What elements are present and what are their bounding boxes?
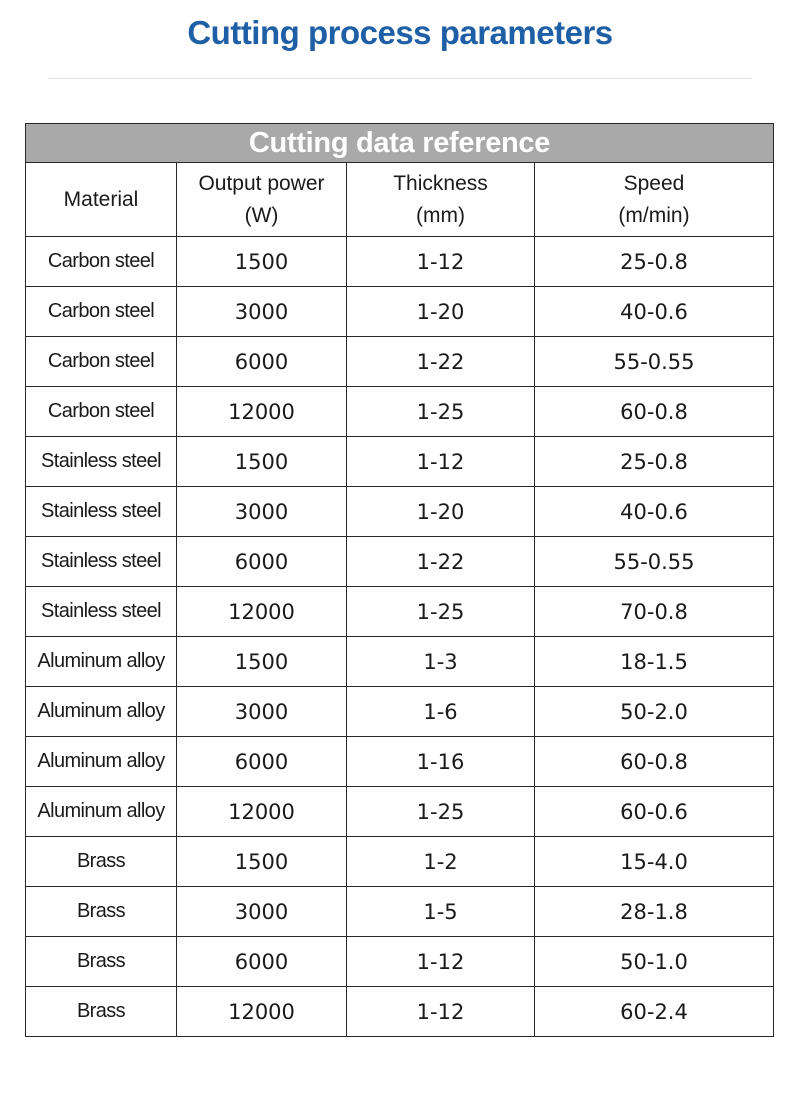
cell-speed: 28-1.8 bbox=[535, 887, 774, 937]
cell-speed: 60-2.4 bbox=[535, 987, 774, 1037]
cell-output-power: 3000 bbox=[177, 887, 347, 937]
cell-thickness: 1-3 bbox=[347, 637, 535, 687]
cell-output-power: 6000 bbox=[177, 537, 347, 587]
cell-thickness: 1-12 bbox=[347, 937, 535, 987]
cell-thickness: 1-5 bbox=[347, 887, 535, 937]
cell-output-power: 3000 bbox=[177, 687, 347, 737]
column-header-material bbox=[26, 163, 177, 237]
cell-speed: 60-0.8 bbox=[535, 387, 774, 437]
cell-thickness: 1-12 bbox=[347, 437, 535, 487]
cell-material: Brass bbox=[26, 837, 177, 887]
cell-material: Carbon steel bbox=[26, 287, 177, 337]
table-row bbox=[26, 387, 774, 437]
cell-output-power: 12000 bbox=[177, 987, 347, 1037]
cell-thickness: 1-6 bbox=[347, 687, 535, 737]
cell-thickness: 1-2 bbox=[347, 837, 535, 887]
table-body bbox=[26, 237, 774, 1037]
cell-speed: 60-0.6 bbox=[535, 787, 774, 837]
cell-thickness: 1-20 bbox=[347, 487, 535, 537]
cell-speed: 60-0.8 bbox=[535, 737, 774, 787]
cell-speed: 50-1.0 bbox=[535, 937, 774, 987]
table-row bbox=[26, 987, 774, 1037]
table-row bbox=[26, 937, 774, 987]
column-header-output-power-unit: (W) bbox=[244, 203, 279, 227]
cell-output-power: 6000 bbox=[177, 737, 347, 787]
cell-speed: 18-1.5 bbox=[535, 637, 774, 687]
page-title: Cutting process parameters bbox=[187, 14, 613, 51]
cell-material: Aluminum alloy bbox=[26, 787, 177, 837]
cell-thickness: 1-25 bbox=[347, 387, 535, 437]
column-header-speed-label: Speed bbox=[623, 171, 685, 195]
cell-thickness: 1-25 bbox=[347, 787, 535, 837]
column-header-thickness-label: Thickness bbox=[393, 171, 488, 195]
cell-material: Brass bbox=[26, 987, 177, 1037]
table-row bbox=[26, 737, 774, 787]
title-divider bbox=[48, 78, 752, 79]
table-row bbox=[26, 487, 774, 537]
cell-thickness: 1-25 bbox=[347, 587, 535, 637]
cell-output-power: 12000 bbox=[177, 787, 347, 837]
cell-speed: 50-2.0 bbox=[535, 687, 774, 737]
cell-thickness: 1-12 bbox=[347, 237, 535, 287]
cell-thickness: 1-22 bbox=[347, 537, 535, 587]
cell-output-power: 6000 bbox=[177, 337, 347, 387]
table-row bbox=[26, 537, 774, 587]
column-header-material-label: Material bbox=[63, 187, 139, 211]
cell-material: Carbon steel bbox=[26, 387, 177, 437]
cell-output-power: 6000 bbox=[177, 937, 347, 987]
cell-thickness: 1-16 bbox=[347, 737, 535, 787]
cell-output-power: 1500 bbox=[177, 637, 347, 687]
cell-speed: 55-0.55 bbox=[535, 537, 774, 587]
cell-output-power: 1500 bbox=[177, 237, 347, 287]
cell-material: Aluminum alloy bbox=[26, 637, 177, 687]
cell-speed: 40-0.6 bbox=[535, 287, 774, 337]
table-row bbox=[26, 637, 774, 687]
cell-material: Brass bbox=[26, 887, 177, 937]
cell-material: Stainless steel bbox=[26, 537, 177, 587]
column-header-speed bbox=[535, 163, 774, 237]
cell-material: Carbon steel bbox=[26, 337, 177, 387]
cell-speed: 25-0.8 bbox=[535, 237, 774, 287]
table-row bbox=[26, 887, 774, 937]
cell-speed: 70-0.8 bbox=[535, 587, 774, 637]
table-row bbox=[26, 787, 774, 837]
cell-material: Stainless steel bbox=[26, 437, 177, 487]
cell-output-power: 12000 bbox=[177, 387, 347, 437]
table-caption: Cutting data reference bbox=[26, 124, 774, 163]
table-row bbox=[26, 437, 774, 487]
cell-output-power: 3000 bbox=[177, 487, 347, 537]
cell-material: Stainless steel bbox=[26, 587, 177, 637]
cutting-data-table bbox=[25, 123, 774, 1037]
column-header-thickness bbox=[347, 163, 535, 237]
column-header-output-power-label: Output power bbox=[198, 171, 325, 195]
cell-material: Brass bbox=[26, 937, 177, 987]
cell-thickness: 1-12 bbox=[347, 987, 535, 1037]
cell-material: Stainless steel bbox=[26, 487, 177, 537]
cell-output-power: 1500 bbox=[177, 837, 347, 887]
table-row bbox=[26, 587, 774, 637]
cell-output-power: 1500 bbox=[177, 437, 347, 487]
table-row bbox=[26, 237, 774, 287]
table-caption-row bbox=[26, 124, 774, 163]
cell-output-power: 3000 bbox=[177, 287, 347, 337]
cell-speed: 15-4.0 bbox=[535, 837, 774, 887]
cell-speed: 40-0.6 bbox=[535, 487, 774, 537]
table-row bbox=[26, 337, 774, 387]
column-header-speed-unit: (m/min) bbox=[618, 203, 690, 227]
cell-speed: 25-0.8 bbox=[535, 437, 774, 487]
table-row bbox=[26, 837, 774, 887]
cell-thickness: 1-20 bbox=[347, 287, 535, 337]
cell-speed: 55-0.55 bbox=[535, 337, 774, 387]
cell-material: Carbon steel bbox=[26, 237, 177, 287]
cell-material: Aluminum alloy bbox=[26, 687, 177, 737]
table-row bbox=[26, 687, 774, 737]
cell-output-power: 12000 bbox=[177, 587, 347, 637]
table-row bbox=[26, 287, 774, 337]
column-header-output-power bbox=[177, 163, 347, 237]
table-header-row bbox=[26, 163, 774, 237]
cell-material: Aluminum alloy bbox=[26, 737, 177, 787]
column-header-thickness-unit: (mm) bbox=[416, 203, 465, 227]
cell-thickness: 1-22 bbox=[347, 337, 535, 387]
